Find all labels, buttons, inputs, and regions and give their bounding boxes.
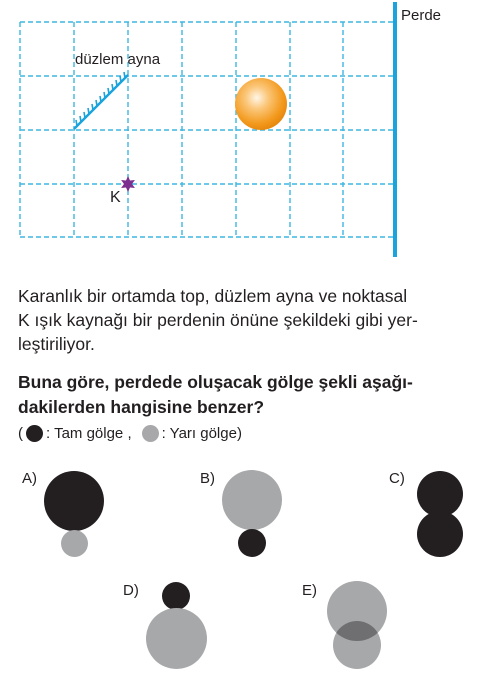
- question-line: Buna göre, perdede oluşacak gölge şekli aşağı-: [18, 372, 413, 392]
- option-c-label: C): [389, 470, 405, 487]
- option-e-label: E): [302, 582, 317, 599]
- screen-label: Perde: [401, 7, 442, 24]
- full-shadow-swatch: [26, 425, 43, 442]
- option-e-overlapping-shadows: [320, 580, 392, 672]
- plane-mirror: [74, 72, 128, 129]
- source-label: K: [110, 189, 121, 206]
- option-d-label: D): [123, 582, 139, 599]
- option-b-large-half-shadow: [222, 470, 282, 530]
- setup-diagram: [0, 0, 493, 270]
- option-b-label: B): [200, 470, 215, 487]
- option-c-lower-full-shadow: [417, 511, 463, 557]
- option-a-label: A): [22, 470, 37, 487]
- half-shadow-swatch: [142, 425, 159, 442]
- legend-open-paren: (: [18, 425, 23, 442]
- option-d-small-full-shadow: [162, 582, 190, 610]
- question-line: dakilerden hangisine benzer?: [18, 397, 265, 417]
- option-a-small-half-shadow: [61, 530, 88, 557]
- legend-full-text: : Tam gölge ,: [46, 425, 132, 442]
- mirror-label: düzlem ayna: [75, 51, 161, 68]
- problem-paragraph: [18, 284, 488, 356]
- paragraph-line: Karanlık bir ortamda top, düzlem ayna ve noktasal: [18, 286, 408, 306]
- ball: [235, 78, 287, 130]
- legend: [18, 425, 242, 442]
- option-a-large-full-shadow: [44, 471, 104, 531]
- paragraph-line: K ışık kaynağı bir perdenin önüne şekildeki gibi yer-: [18, 310, 418, 330]
- paragraph-line: leştiriliyor.: [18, 334, 95, 354]
- option-b-small-full-shadow: [238, 529, 266, 557]
- question: [18, 370, 488, 420]
- legend-half-text: : Yarı gölge): [161, 425, 242, 442]
- option-d-large-half-shadow: [146, 608, 207, 669]
